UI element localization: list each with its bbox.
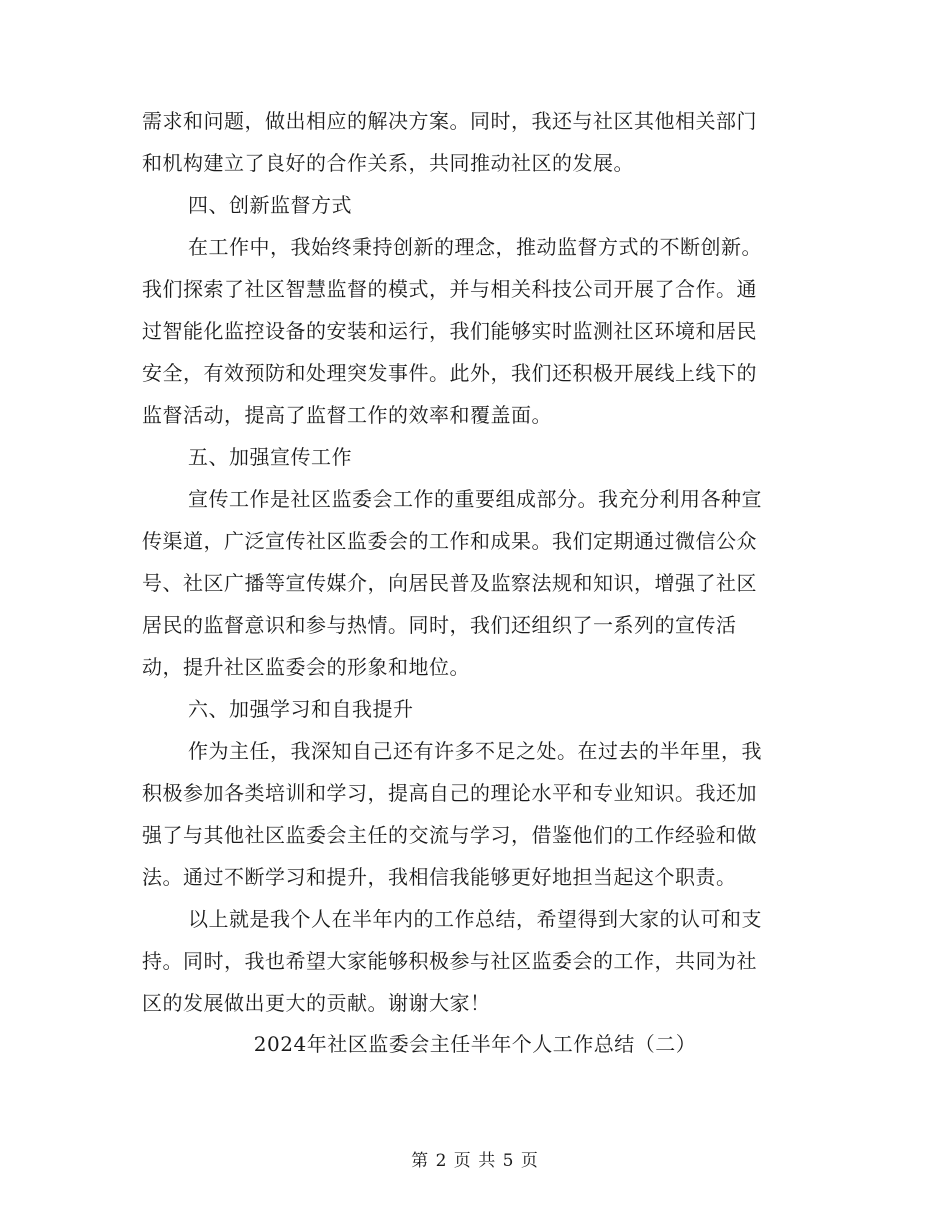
text-line: 宣传工作是社区监委会工作的重要组成部分。我充分利用各种宣 (188, 487, 762, 511)
text-line: 传渠道，广泛宣传社区监委会的工作和成果。我们定期通过微信公众 (142, 529, 757, 553)
text-line: 积极参加各类培训和学习，提高自己的理论水平和专业知识。我还加 (142, 781, 757, 805)
document-body (142, 100, 812, 1024)
text-line: 监督活动，提高了监督工作的效率和覆盖面。 (142, 403, 552, 427)
text-line: 持。同时，我也希望大家能够积极参与社区监委会的工作，共同为社 (142, 949, 757, 973)
text-line: 安全，有效预防和处理突发事件。此外，我们还积极开展线上线下的 (142, 361, 757, 385)
section-heading-6: 六、加强学习和自我提升 (188, 697, 414, 721)
text-line: 居民的监督意识和参与热情。同时，我们还组织了一系列的宣传活 (142, 613, 737, 637)
text-line: 号、社区广播等宣传媒介，向居民普及监察法规和知识，增强了社区 (142, 571, 757, 595)
text-line: 和机构建立了良好的合作关系，共同推动社区的发展。 (142, 151, 634, 175)
text-line: 需求和问题，做出相应的解决方案。同时，我还与社区其他相关部门 (142, 109, 757, 133)
text-line: 作为主任，我深知自己还有许多不足之处。在过去的半年里，我 (188, 739, 762, 763)
paragraph-closing (142, 898, 812, 1024)
paragraph-continued (142, 100, 812, 184)
paragraph-publicity (142, 478, 812, 688)
paragraph-innovation (142, 226, 812, 436)
paragraph-learning (142, 730, 812, 898)
text-line: 过智能化监控设备的安装和运行，我们能够实时监测社区环境和居民 (142, 319, 757, 343)
text-line: 以上就是我个人在半年内的工作总结，希望得到大家的认可和支 (188, 907, 762, 931)
text-line: 区的发展做出更大的贡献。谢谢大家！ (142, 991, 491, 1015)
text-line: 强了与其他社区监委会主任的交流与学习，借鉴他们的工作经验和做 (142, 823, 757, 847)
text-line: 动，提升社区监委会的形象和地位。 (142, 655, 470, 679)
section-heading-5: 五、加强宣传工作 (188, 445, 352, 469)
text-line: 法。通过不断学习和提升，我相信我能够更好地担当起这个职责。 (142, 865, 737, 889)
text-line: 在工作中，我始终秉持创新的理念，推动监督方式的不断创新。 (188, 235, 762, 259)
page-number-footer: 第 2 页 共 5 页 (411, 1151, 539, 1171)
section-heading-4: 四、创新监督方式 (188, 193, 352, 217)
next-document-title: 2024年社区监委会主任半年个人工作总结（二） (253, 1032, 697, 1056)
text-line: 我们探索了社区智慧监督的模式，并与相关科技公司开展了合作。通 (142, 277, 757, 301)
